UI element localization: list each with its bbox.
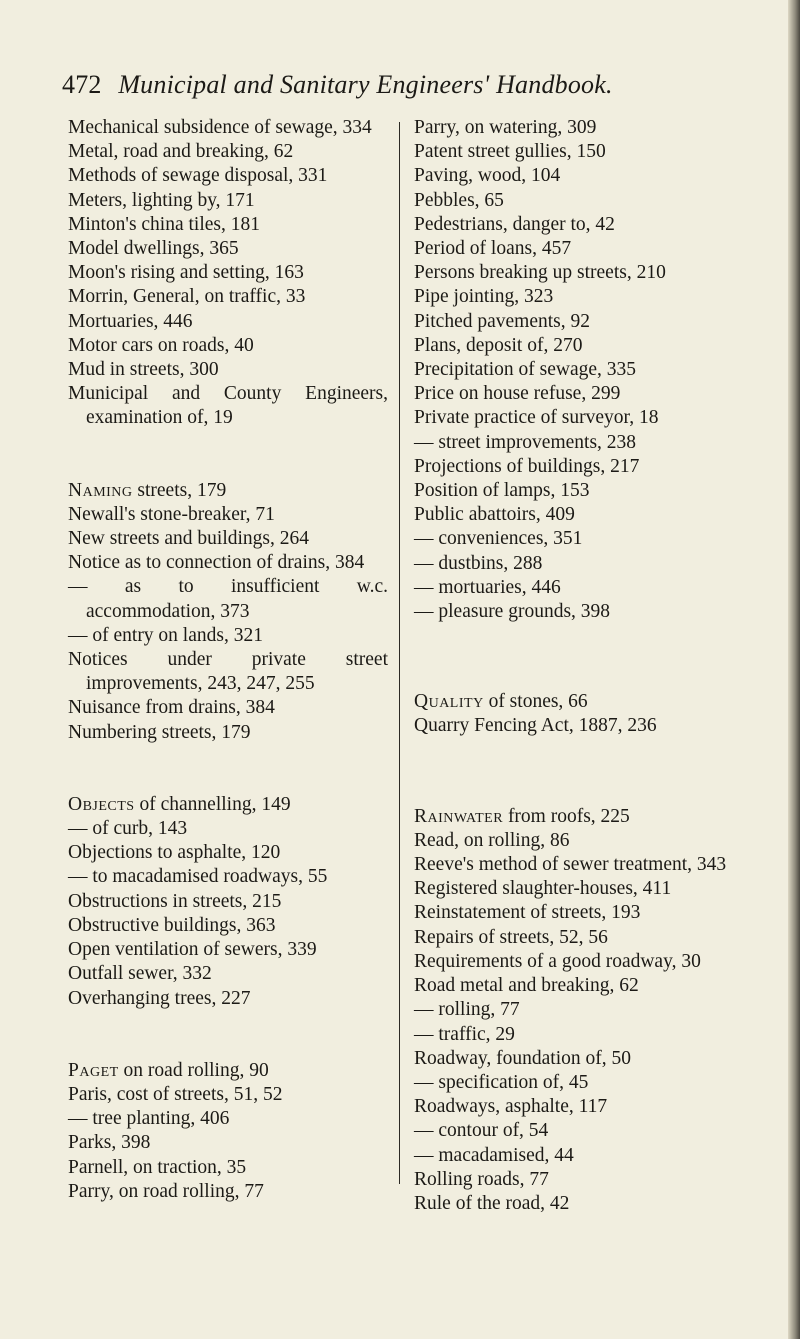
index-entry: Road metal and breaking, 62 (414, 975, 639, 997)
index-entry: Roadway, foundation of, 50 (414, 1047, 631, 1069)
index-entry: — rolling, 77 (414, 999, 520, 1021)
index-group-p (68, 1059, 388, 1204)
index-entry: Pipe jointing, 323 (414, 286, 554, 308)
index-entry: Minton's china tiles, 181 (68, 213, 261, 235)
index-entry: Pitched pavements, 92 (414, 310, 591, 332)
index-entry: Rule of the road, 42 (414, 1192, 570, 1214)
index-entry: Notices under private street improvements, 243, 247, 255 (68, 649, 388, 695)
index-entry-lead (414, 690, 759, 714)
index-entry: Public abattoirs, 409 (414, 504, 575, 526)
index-entry: Notice as to connection of drains, 384 (68, 552, 365, 574)
index-entry: — conveniences, 351 (414, 528, 583, 550)
index-entry-lead (414, 805, 759, 829)
page-number: 472 (62, 70, 102, 99)
index-entry-lead (68, 793, 388, 817)
index-group-o (68, 793, 388, 1011)
section-gap (68, 1011, 388, 1059)
section-gap (414, 624, 759, 690)
index-entry: Newall's stone-breaker, 71 (68, 503, 275, 525)
index-entry: Obstructions in streets, 215 (68, 890, 282, 912)
index-entry: — dustbins, 288 (414, 552, 543, 574)
index-entry: Objections to asphalte, 120 (68, 842, 281, 864)
index-entry: — of entry on lands, 321 (68, 624, 263, 646)
right-column (414, 116, 759, 1216)
section-gap (68, 745, 388, 793)
index-entry: Quarry Fencing Act, 1887, 236 (414, 715, 657, 737)
index-entry: Period of loans, 457 (414, 238, 572, 260)
index-entry: Projections of buildings, 217 (414, 455, 640, 477)
index-entry: — pleasure grounds, 398 (414, 601, 611, 623)
index-group-r (414, 805, 759, 1216)
index-entry: Precipitation of sewage, 335 (414, 359, 637, 381)
index-entry: Metal, road and breaking, 62 (68, 141, 294, 163)
index-entry: Overhanging trees, 227 (68, 987, 251, 1009)
index-entry: Plans, deposit of, 270 (414, 334, 583, 356)
index-entry: Nuisance from drains, 384 (68, 697, 275, 719)
lead-entry-rest: of channelling, 149 (134, 793, 291, 815)
index-entry: Outfall sewer, 332 (68, 963, 212, 985)
column-divider (399, 122, 400, 1184)
index-entry: Read, on rolling, 86 (414, 829, 570, 851)
section-gap (68, 431, 388, 479)
index-entry: Persons breaking up streets, 210 (414, 262, 666, 284)
index-entry: Mortuaries, 446 (68, 310, 193, 332)
page-edge (788, 0, 800, 1339)
index-entry: — mortuaries, 446 (414, 576, 561, 598)
index-entry: Moon's rising and setting, 163 (68, 262, 304, 284)
index-entry: Paris, cost of streets, 51, 52 (68, 1083, 283, 1105)
book-title: Municipal and Sanitary Engineers' Handbook. (118, 70, 613, 99)
index-entry: Rolling roads, 77 (414, 1168, 549, 1190)
index-entry: Meters, lighting by, 171 (68, 189, 255, 211)
index-entry: — macadamised, 44 (414, 1144, 574, 1166)
index-entry: — tree planting, 406 (68, 1108, 230, 1130)
section-gap (414, 739, 759, 805)
section-lead-word: Objects (68, 793, 135, 815)
index-entry: Parry, on watering, 309 (414, 117, 597, 138)
index-entry: Price on house refuse, 299 (414, 383, 621, 405)
index-entry: — traffic, 29 (414, 1023, 515, 1045)
lead-entry-rest: of stones, 66 (483, 691, 588, 713)
index-entry: Municipal and County Engineers, examination of, 19 (68, 383, 388, 429)
index-entry: Mechanical subsidence of sewage, 334 (68, 117, 372, 138)
index-entry: — contour of, 54 (414, 1120, 549, 1142)
index-entry: Paving, wood, 104 (414, 165, 561, 187)
index-entry: Repairs of streets, 52, 56 (414, 926, 608, 948)
lead-entry-rest: on road rolling, 90 (118, 1059, 269, 1081)
index-group-n (68, 479, 388, 745)
index-entry: Requirements of a good roadway, 30 (414, 950, 701, 972)
index-entry: — specification of, 45 (414, 1071, 589, 1093)
lead-entry-rest: streets, 179 (132, 479, 227, 501)
index-entry: Pedestrians, danger to, 42 (414, 213, 615, 235)
index-entry: Pebbles, 65 (414, 189, 504, 211)
page-header (62, 70, 762, 100)
lead-entry-rest: from roofs, 225 (503, 805, 630, 827)
left-column (68, 116, 388, 1204)
index-entry: — street improvements, 238 (414, 431, 637, 453)
index-entry: Reeve's method of sewer treatment, 343 (414, 854, 727, 876)
section-lead-word: Quality (414, 691, 484, 713)
index-entry: Mud in streets, 300 (68, 359, 219, 381)
section-lead-word: Naming (68, 479, 133, 501)
index-group-p-continued (414, 116, 759, 624)
index-entry: Motor cars on roads, 40 (68, 334, 254, 356)
index-entry: Morrin, General, on traffic, 33 (68, 286, 306, 308)
index-entry: Parks, 398 (68, 1132, 151, 1154)
section-lead-word: Rainwater (414, 805, 504, 827)
section-lead-word: Paget (68, 1059, 119, 1081)
index-entry: Private practice of surveyor, 18 (414, 407, 659, 429)
index-entry: New streets and buildings, 264 (68, 528, 310, 550)
index-entry-lead (68, 1059, 388, 1083)
index-entry: Position of lamps, 153 (414, 480, 590, 502)
index-entry: Numbering streets, 179 (68, 721, 251, 743)
index-entry: Roadways, asphalte, 117 (414, 1096, 608, 1118)
index-entry: Reinstatement of streets, 193 (414, 902, 641, 924)
index-entry: Obstructive buildings, 363 (68, 914, 276, 936)
index-entry: Parnell, on traction, 35 (68, 1156, 247, 1178)
index-entry: — to macadamised roadways, 55 (68, 866, 328, 888)
index-entry: Registered slaughter-houses, 411 (414, 878, 672, 900)
index-group-m (68, 116, 388, 431)
index-entry: Methods of sewage disposal, 331 (68, 165, 328, 187)
index-group-q (414, 690, 759, 738)
index-entry: Model dwellings, 365 (68, 238, 239, 260)
index-entry: Open ventilation of sewers, 339 (68, 939, 317, 961)
index-entry: Patent street gullies, 150 (414, 141, 606, 163)
index-entry: Parry, on road rolling, 77 (68, 1180, 264, 1202)
index-entry: — of curb, 143 (68, 818, 188, 840)
index-entry: — as to insufficient w.c. accommodation, 373 (68, 576, 388, 622)
index-entry-lead (68, 479, 388, 503)
